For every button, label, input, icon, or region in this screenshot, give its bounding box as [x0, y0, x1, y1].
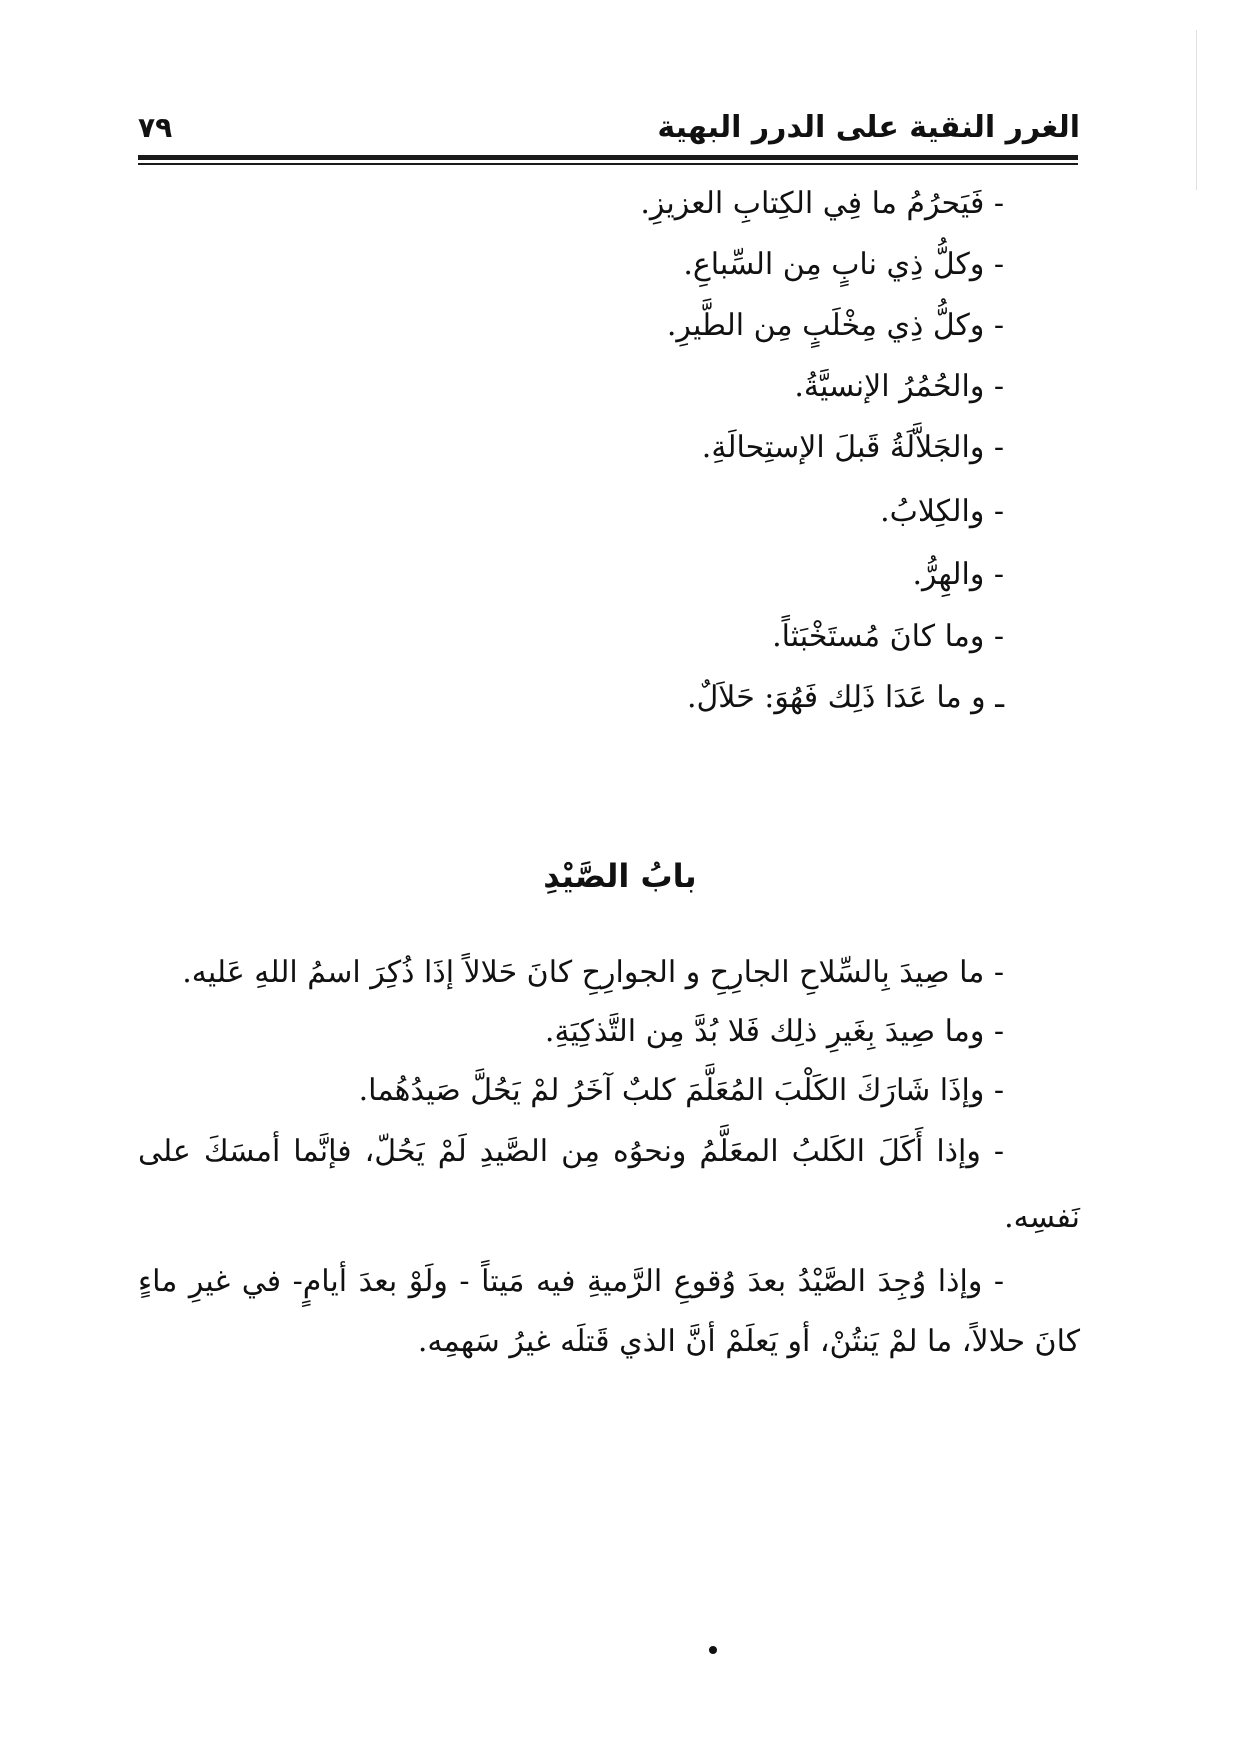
- list-item: - وما كانَ مُستَخْبَثاً.: [772, 619, 1004, 654]
- running-header-title: الغرر النقية على الدرر البهية: [657, 110, 1080, 145]
- page-number: ٧٩: [138, 111, 173, 144]
- list-item: - فَيَحرُمُ ما فِي الكِتابِ العزيزِ.: [640, 186, 1004, 221]
- section-paragraph-line: - وإذا أَكَلَ الكَلبُ المعَلَّمُ ونحوُه مِن الصَّيدِ لَمْ يَحُلّ، فإنَّما أمسَكَ على: [138, 1134, 1004, 1169]
- section-heading: بابُ الصَّيْدِ: [543, 857, 697, 895]
- list-item: - والحُمُرُ الإنسيَّةُ.: [794, 369, 1004, 404]
- list-item: ـ و ما عَدَا ذَلِك فَهُوَ: حَلاَلٌ.: [686, 680, 1004, 715]
- header-rule-thick: [138, 155, 1078, 160]
- section-paragraph-line: - وإذا وُجِدَ الصَّيْدُ بعدَ وُقوعِ الرَّميةِ فيه مَيتاً - ولَوْ بعدَ أيامٍ- في غيرِ ماءٍ: [138, 1264, 1004, 1299]
- footer-dot: [709, 1646, 717, 1654]
- section-paragraph-line: - وإذَا شَارَكَ الكَلْبَ المُعَلَّمَ كلبٌ آخَرُ لمْ يَحُلَّ صَيدُهُما.: [358, 1073, 1004, 1108]
- section-paragraph-line: - وما صِيدَ بِغَيرِ ذلِك فَلا بُدَّ مِن التَّذكِيَةِ.: [544, 1014, 1004, 1049]
- header-rule-thin: [138, 163, 1078, 165]
- list-item: - والهِرُّ.: [912, 557, 1004, 592]
- list-item: - والكِلابُ.: [880, 494, 1004, 529]
- scan-gutter-mark: [1196, 30, 1197, 190]
- section-paragraph-line: نَفسِه.: [1004, 1200, 1080, 1235]
- list-item: - والجَلاَّلَةُ قَبلَ الإستِحالَةِ.: [701, 430, 1004, 465]
- section-paragraph-line: - ما صِيدَ بِالسِّلاحِ الجارِحِ و الجوارِحِ كانَ حَلالاً إذَا ذُكِرَ اسمُ اللهِ عَليه.: [182, 955, 1004, 990]
- list-item: - وكلُّ ذِي مِخْلَبٍ مِن الطَّيرِ.: [666, 308, 1004, 343]
- list-item: - وكلُّ ذِي نابٍ مِن السِّباعِ.: [683, 247, 1004, 282]
- section-paragraph-line: كانَ حلالاً، ما لمْ يَنتُنْ، أو يَعلَمْ أنَّ الذي قَتلَه غيرُ سَهمِه.: [417, 1324, 1080, 1359]
